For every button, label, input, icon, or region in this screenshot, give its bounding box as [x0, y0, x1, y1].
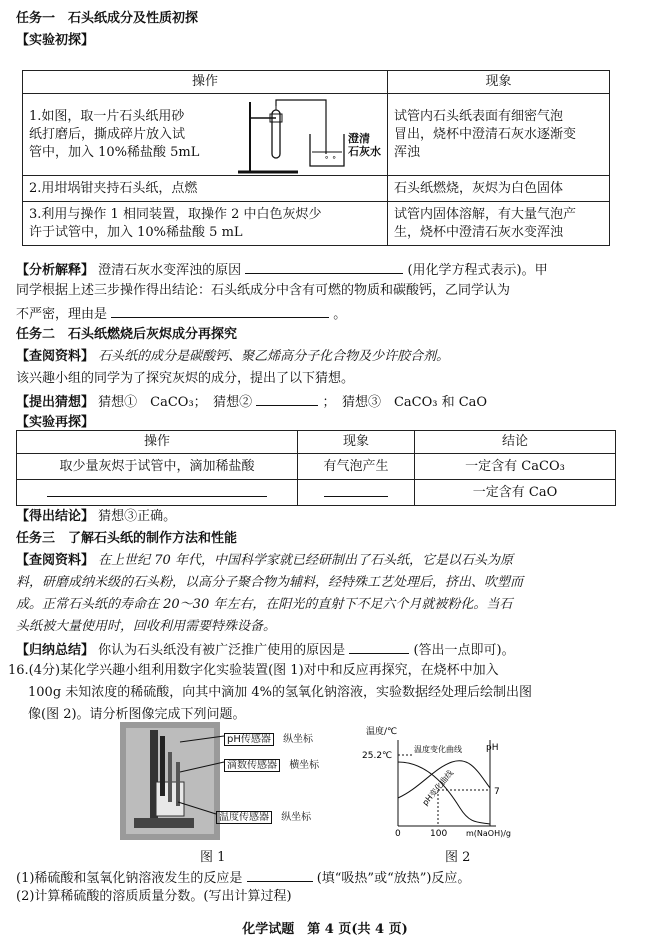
task2-intro: 该兴趣小组的同学为了探究灰烬的成分，提出了以下猜想。 — [16, 371, 355, 386]
t1-row3-op: 3.利用与操作 1 相同装置，取操作 2 中白色灰烬少 许于试管中，加入 10%稀盐酸 5 mL — [23, 202, 388, 246]
fig2-x-tick-0: 0 — [395, 829, 401, 839]
lime-water-label: 澄清 石灰水 — [348, 132, 381, 158]
t2-row1-conclusion: 一定含有 CaCO₃ — [415, 454, 616, 480]
task2-ref: 【查阅资料】 石头纸的成分是碳酸钙、聚乙烯高分子化合物及少许胶合剂。 — [16, 349, 450, 364]
t1-row2-obs: 石头纸燃烧，灰烬为白色固体 — [388, 176, 610, 202]
t2-header-conclusion: 结论 — [415, 431, 616, 454]
figure1 — [120, 722, 350, 840]
answer-blank-equation[interactable] — [245, 260, 403, 274]
answer-blank-reason[interactable] — [111, 304, 329, 318]
figure2-caption: 图 2 — [445, 850, 471, 865]
task1-table — [22, 70, 610, 246]
task2-reprobe-label: 【实验再探】 — [16, 415, 95, 430]
task3-ref-line4: 头纸被大量使用时，回收利用需要特殊设备。 — [16, 619, 277, 634]
q16-sub1: (1)稀硫酸和氢氧化钠溶液发生的反应是 (填“吸热”或“放热”)反应。 — [16, 868, 470, 888]
analysis-line1: 【分析解释】 澄清石灰水变浑浊的原因 (用化学方程式表示)。甲 — [16, 260, 548, 280]
fig2-y-right-label: pH — [486, 743, 499, 753]
t1-header-op: 操作 — [23, 71, 388, 94]
q16-sub2: (2)计算稀硫酸的溶质质量分数。(写出计算过程) — [16, 889, 292, 904]
fig2-ph-curve — [398, 762, 490, 824]
t1-row2-op: 2.用坩埚钳夹持石头纸，点燃 — [23, 176, 388, 202]
t2-row1-obs: 有气泡产生 — [298, 454, 415, 480]
answer-blank-hypothesis2[interactable] — [256, 392, 318, 406]
t2-row2-obs[interactable] — [298, 480, 415, 506]
task2-table — [16, 430, 616, 506]
t2-header-op: 操作 — [17, 431, 298, 454]
page-footer: 化学试题 第 4 页(共 4 页) — [242, 922, 408, 937]
svg-text:∘ ∘: ∘ ∘ — [324, 153, 337, 162]
task2-result: 【得出结论】 猜想③正确。 — [16, 509, 177, 524]
fig2-ph-tick: 7 — [494, 787, 500, 797]
fig1-label-drops: 滴数传感器 横坐标 — [224, 756, 319, 771]
task3-title: 任务三 了解石头纸的制作方法和性能 — [16, 531, 238, 546]
fig2-temp-curve-label: 温度变化曲线 — [414, 745, 462, 754]
t1-header-obs: 现象 — [388, 71, 610, 94]
answer-blank-heat[interactable] — [247, 868, 313, 882]
t1-row3-obs: 试管内固体溶解，有大量气泡产 生，烧杯中澄清石灰水变浑浊 — [388, 202, 610, 246]
task3-ref-line1: 【查阅资料】 在上世纪 70 年代，中国科学家就已经研制出了石头纸，它是以石头为原 — [16, 553, 513, 568]
task3-ref-line3: 成。正常石头纸的寿命在 20～30 年左右，在阳光的直射下不足六个月就被粉化。当石 — [16, 597, 513, 612]
fig1-label-temp: 温度传感器 纵坐标 — [216, 808, 311, 823]
fig2-x-label: m(NaOH)/g — [466, 829, 512, 838]
fig2-temp-tick: 25.2℃ — [362, 751, 393, 761]
t2-row1-op: 取少量灰烬于试管中，滴加稀盐酸 — [17, 454, 298, 480]
t2-header-obs: 现象 — [298, 431, 415, 454]
figure2-chart — [360, 722, 530, 840]
t1-row1-op: 1.如图，取一片石头纸用砂 纸打磨后，撕成碎片放入试 管中，加入 10%稀盐酸 5mL — [29, 108, 200, 160]
figure1-caption: 图 1 — [200, 850, 226, 865]
analysis-line2: 同学根据上述三步操作得出结论：石头纸成分中含有可燃的物质和碳酸钙，乙同学认为 — [16, 283, 511, 298]
q16-line3: 像(图 2)。请分析图像完成下列问题。 — [28, 707, 246, 722]
analysis-line3: 不严密，理由是 。 — [16, 304, 346, 324]
t2-row2-op[interactable] — [17, 480, 298, 506]
task3-ref-line2: 料，研磨成纳米级的石头粉，以高分子聚合物为辅料，经特殊工艺处理后，挤出、吹塑而 — [16, 575, 524, 590]
q16-line2: 100g 未知浓度的稀硫酸，向其中滴加 4%的氢氧化钠溶液，实验数据经处理后绘制出图 — [28, 685, 533, 700]
fig1-label-ph: pH传感器 纵坐标 — [224, 730, 313, 745]
figure1-photo — [120, 722, 220, 840]
fig2-y-left-label: 温度/℃ — [366, 727, 398, 737]
task3-summary: 【归纳总结】 你认为石头纸没有被广泛推广使用的原因是 (答出一点即可)。 — [16, 640, 515, 660]
answer-blank-reason-unpopular[interactable] — [349, 640, 409, 654]
t2-row2-conclusion: 一定含有 CaO — [415, 480, 616, 506]
task1-probe-label: 【实验初探】 — [16, 33, 95, 48]
t1-row1-obs: 试管内石头纸表面有细密气泡 冒出，烧杯中澄清石灰水逐渐变 浑浊 — [388, 94, 610, 176]
q16-line1: 16.(4分)某化学兴趣小组利用数字化实验装置(图 1)对中和反应再探究，在烧杯中加入 — [8, 663, 499, 678]
fig2-ph-curve-label: pH变化曲线 — [420, 768, 456, 808]
task1-title: 任务一 石头纸成分及性质初探 — [16, 11, 199, 26]
task2-hypotheses: 【提出猜想】 猜想① CaCO₃； 猜想② ； 猜想③ CaCO₃ 和 CaO — [16, 392, 487, 412]
fig2-x-tick-100: 100 — [430, 829, 448, 839]
task2-title: 任务二 石头纸燃烧后灰烬成分再探究 — [16, 327, 238, 342]
